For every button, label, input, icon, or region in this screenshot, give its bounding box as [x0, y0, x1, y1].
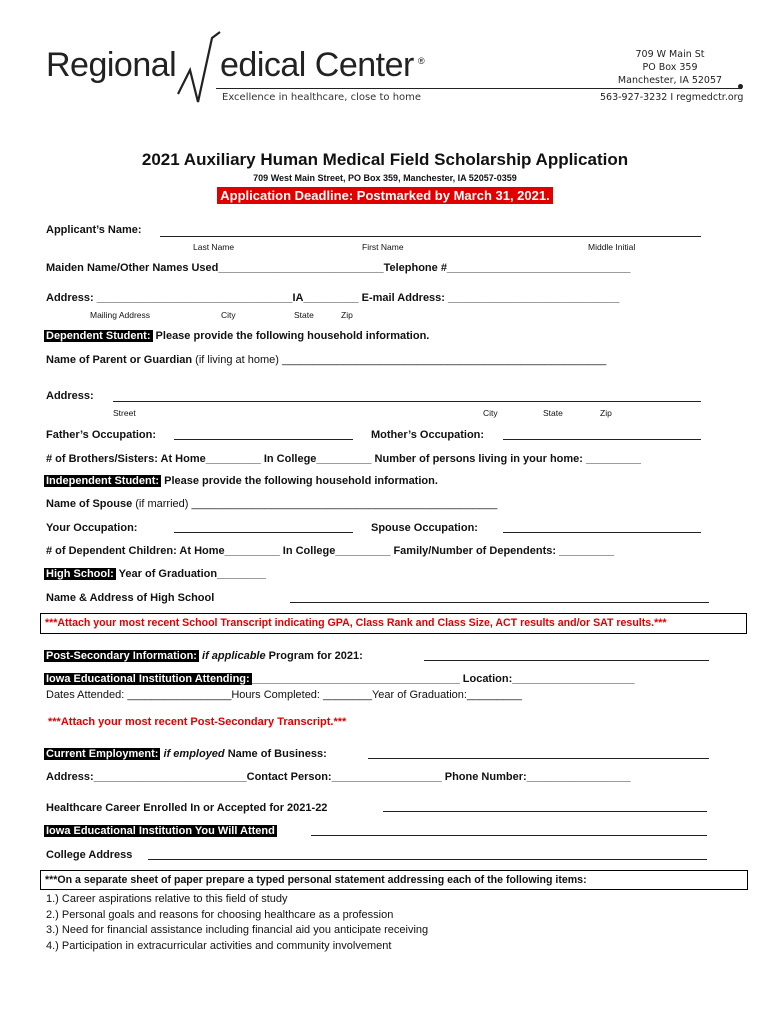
list-item: 4.) Participation in extracurricular activities and community involvement: [46, 939, 392, 952]
high-school-heading: High School:: [46, 568, 114, 580]
list-item: 1.) Career aspirations relative to this field of study: [46, 893, 288, 905]
parent-label: Name of Parent or Guardian: [46, 354, 193, 366]
logo-text-medical-center: edical Center: [220, 46, 414, 84]
parent-field[interactable]: _____________________________________________________: [281, 354, 607, 366]
spouse-note: (if married): [132, 498, 192, 510]
employment-row: [44, 748, 327, 760]
list-item: 2.) Personal goals and reasons for choosing healthcare as a profession: [46, 908, 394, 921]
iowa-attending-row: [44, 673, 635, 685]
address-email-line[interactable]: Address: ________________________________IA_________ E-mail Address: ____________________________: [46, 292, 620, 304]
logo-tagline: Excellence in healthcare, close to home: [222, 92, 422, 103]
middle-initial-caption: Middle Initial: [588, 242, 636, 252]
siblings-line[interactable]: # of Brothers/Sisters: At Home_________ In College_________ Number of persons living in your home: _________: [46, 453, 642, 465]
dependent-address-field[interactable]: [113, 401, 701, 402]
state-caption: State: [294, 310, 314, 320]
maiden-telephone-line[interactable]: Maiden Name/Other Names Used___________________________Telephone #______________________________: [46, 262, 631, 274]
applicant-name-label: Applicant’s Name:: [46, 224, 142, 236]
program-label: Program for 2021:: [265, 650, 363, 662]
logo-text-regional: Regional: [46, 46, 177, 84]
first-name-caption: First Name: [362, 242, 404, 252]
healthcare-career-label: Healthcare Career Enrolled In or Accepted for 2021-22: [46, 802, 328, 814]
your-occupation-field[interactable]: [174, 532, 353, 533]
parent-row[interactable]: [46, 354, 606, 366]
dates-attended-line[interactable]: Dates Attended: _________________Hours Completed: ________Year of Graduation:_________: [46, 689, 523, 701]
applicant-name-field[interactable]: [160, 236, 701, 237]
deadline-wrap: [0, 187, 770, 205]
transcript-note: ***Attach your most recent School Transcript indicating GPA, Class Rank and Class Size, ACT results and/or SAT results.***: [45, 617, 667, 629]
iowa-attend-row: [44, 825, 277, 837]
header-address: [600, 48, 740, 87]
statement-list: [46, 892, 428, 954]
city-caption: City: [483, 408, 498, 418]
graduation-year-field[interactable]: Year of Graduation________: [115, 568, 267, 580]
high-school-row: [44, 568, 266, 580]
iowa-attending-field[interactable]: __________________________________ Location:____________________: [251, 673, 635, 685]
statement-instruction: ***On a separate sheet of paper prepare a typed personal statement addressing each of the following items:: [45, 874, 587, 886]
header-divider: [216, 88, 742, 89]
statement-box: [40, 870, 748, 890]
deadline-banner: Application Deadline: Postmarked by March 31, 2021.: [217, 187, 552, 204]
employment-address-line[interactable]: Address:_________________________Contact Person:__________________ Phone Number:_________________: [46, 771, 631, 783]
high-school-name-label: Name & Address of High School: [46, 592, 215, 604]
college-address-label: College Address: [46, 849, 133, 861]
program-field[interactable]: [424, 660, 709, 661]
spouse-row[interactable]: [46, 498, 497, 510]
dependent-address-label: Address:: [46, 390, 94, 402]
logo-registered-mark: ®: [418, 56, 425, 66]
divider-dot: [738, 84, 743, 89]
if-applicable-note: if applicable: [198, 650, 266, 662]
address-line: PO Box 359: [642, 62, 698, 73]
title-address: 709 West Main Street, PO Box 359, Manchester, IA 52057-0359: [253, 173, 517, 183]
mailing-address-caption: Mailing Address: [90, 310, 151, 320]
iowa-attend-heading: Iowa Educational Institution You Will Attend: [46, 825, 275, 837]
address-line: 709 W Main St: [635, 49, 705, 60]
dependent-heading: Dependent Student:: [46, 330, 151, 342]
post-secondary-transcript-note: ***Attach your most recent Post-Secondary Transcript.***: [48, 716, 347, 728]
if-employed-note: if employed: [160, 748, 225, 760]
city-caption: City: [221, 310, 236, 320]
spouse-occupation-label: Spouse Occupation:: [371, 522, 478, 534]
dependent-heading-text: Please provide the following household information.: [152, 330, 430, 342]
business-name-field[interactable]: [368, 758, 709, 759]
high-school-name-field[interactable]: [290, 602, 709, 603]
your-occupation-label: Your Occupation:: [46, 522, 138, 534]
spouse-field[interactable]: __________________________________________________: [191, 498, 498, 510]
dependent-children-line[interactable]: # of Dependent Children: At Home_________ In College_________ Family/Number of Dependents: _________: [46, 545, 615, 557]
parent-note: (if living at home): [192, 354, 282, 366]
college-address-field[interactable]: [148, 859, 707, 860]
mother-occupation-field[interactable]: [503, 439, 701, 440]
healthcare-career-field[interactable]: [383, 811, 707, 812]
street-caption: Street: [113, 408, 136, 418]
header-contact: 563-927-3232 I regmedctr.org: [600, 92, 744, 103]
father-occupation-label: Father’s Occupation:: [46, 429, 157, 441]
address-line: Manchester, IA 52057: [617, 75, 723, 86]
spouse-occupation-field[interactable]: [503, 532, 701, 533]
spouse-label: Name of Spouse: [46, 498, 133, 510]
post-secondary-row: [44, 650, 363, 662]
state-caption: State: [543, 408, 563, 418]
independent-heading-row: [44, 475, 438, 487]
iowa-attend-field[interactable]: [311, 835, 707, 836]
iowa-attending-heading: Iowa Educational Institution Attending:: [46, 673, 250, 685]
transcript-note-box: [40, 613, 747, 634]
business-label: Name of Business:: [224, 748, 327, 760]
logo: [44, 30, 444, 110]
post-secondary-heading: Post-Secondary Information:: [46, 650, 197, 662]
independent-heading: Independent Student:: [46, 475, 160, 487]
zip-caption: Zip: [341, 310, 353, 320]
mother-occupation-label: Mother’s Occupation:: [371, 429, 485, 441]
zip-caption: Zip: [600, 408, 612, 418]
list-item: 3.) Need for financial assistance including financial aid you anticipate receiving: [46, 924, 429, 936]
page-title: 2021 Auxiliary Human Medical Field Scholarship Application: [141, 150, 629, 169]
last-name-caption: Last Name: [193, 242, 235, 252]
employment-heading: Current Employment:: [46, 748, 159, 760]
dependent-heading-row: [44, 330, 429, 342]
father-occupation-field[interactable]: [174, 439, 353, 440]
independent-heading-text: Please provide the following household information.: [161, 475, 438, 487]
